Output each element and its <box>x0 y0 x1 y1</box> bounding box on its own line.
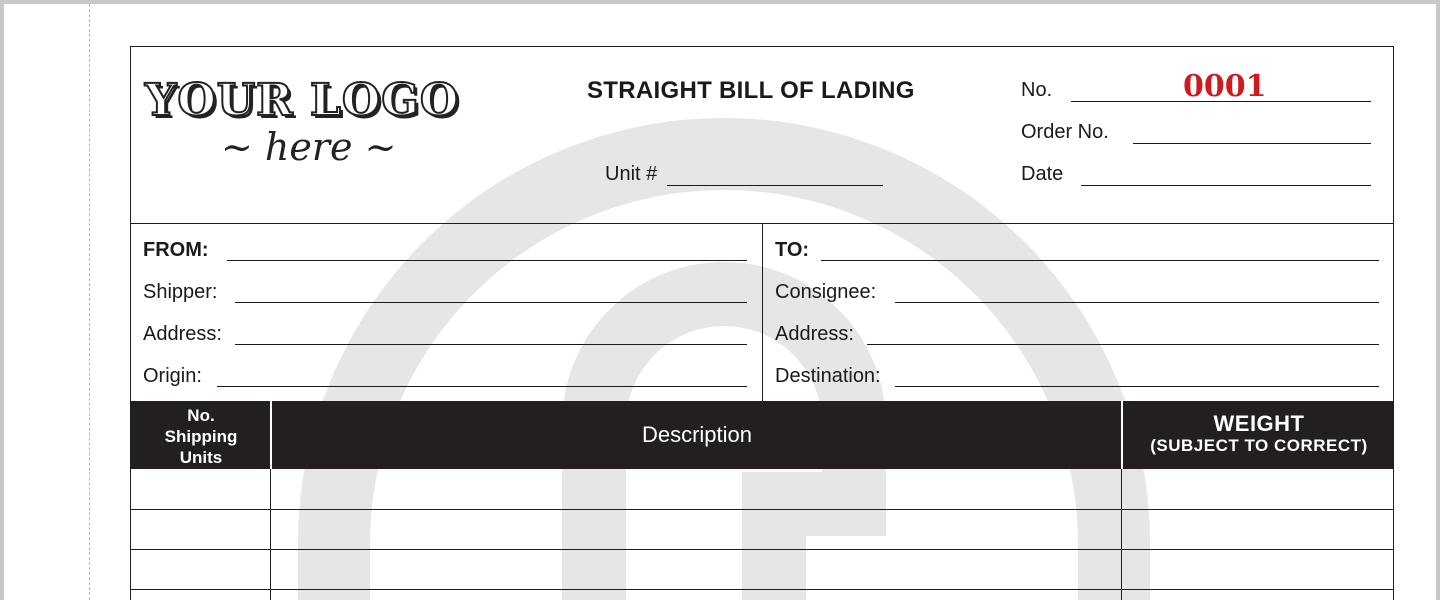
unit-field[interactable] <box>667 185 883 186</box>
to-address-field[interactable] <box>867 344 1379 345</box>
from-to-divider <box>762 223 763 401</box>
consignee-label: Consignee: <box>775 281 877 303</box>
consignee-field[interactable] <box>895 302 1379 303</box>
units-column-header <box>131 405 271 468</box>
units-header-line-3: Units <box>179 448 223 467</box>
origin-field[interactable] <box>217 386 747 387</box>
table-row[interactable] <box>131 589 1393 590</box>
units-header-line-2: Shipping <box>164 427 238 446</box>
weight-header-subtitle: (SUBJECT TO CORRECT) <box>1150 436 1368 455</box>
to-address-label: Address: <box>775 323 854 345</box>
form-number: 0001 <box>1183 69 1267 104</box>
bill-of-lading-form <box>130 46 1394 600</box>
table-row[interactable] <box>131 509 1393 510</box>
unit-label: Unit # <box>605 163 658 185</box>
destination-field[interactable] <box>895 386 1379 387</box>
description-column-header: Description <box>641 422 753 447</box>
logo-sub-text: ~ here ~ <box>221 125 397 169</box>
logo-main-text: YOUR LOGO <box>145 75 460 126</box>
origin-label: Origin: <box>143 365 202 387</box>
from-address-label: Address: <box>143 323 222 345</box>
weight-column-header <box>1123 411 1395 456</box>
table-header <box>131 401 1393 469</box>
date-field[interactable] <box>1081 185 1371 186</box>
from-label: FROM: <box>143 239 209 261</box>
number-label: No. <box>1021 79 1053 101</box>
header-separator-2 <box>1121 401 1123 469</box>
form-title: STRAIGHT BILL OF LADING <box>587 77 915 104</box>
units-column-line <box>270 469 271 600</box>
order-number-label: Order No. <box>1021 121 1109 143</box>
order-number-field[interactable] <box>1133 143 1371 144</box>
date-label: Date <box>1021 163 1064 185</box>
table-row[interactable] <box>131 549 1393 550</box>
form-sheet <box>4 4 1436 600</box>
shipper-field[interactable] <box>235 302 747 303</box>
weight-column-line <box>1121 469 1122 600</box>
destination-label: Destination: <box>775 365 881 387</box>
to-label: TO: <box>775 239 810 261</box>
to-field[interactable] <box>821 260 1379 261</box>
shipper-label: Shipper: <box>143 281 218 303</box>
units-header-line-1: No. <box>187 406 215 425</box>
from-address-field[interactable] <box>235 344 747 345</box>
weight-header-title: WEIGHT <box>1213 411 1305 436</box>
from-field[interactable] <box>227 260 747 261</box>
header-separator-1 <box>270 401 272 469</box>
